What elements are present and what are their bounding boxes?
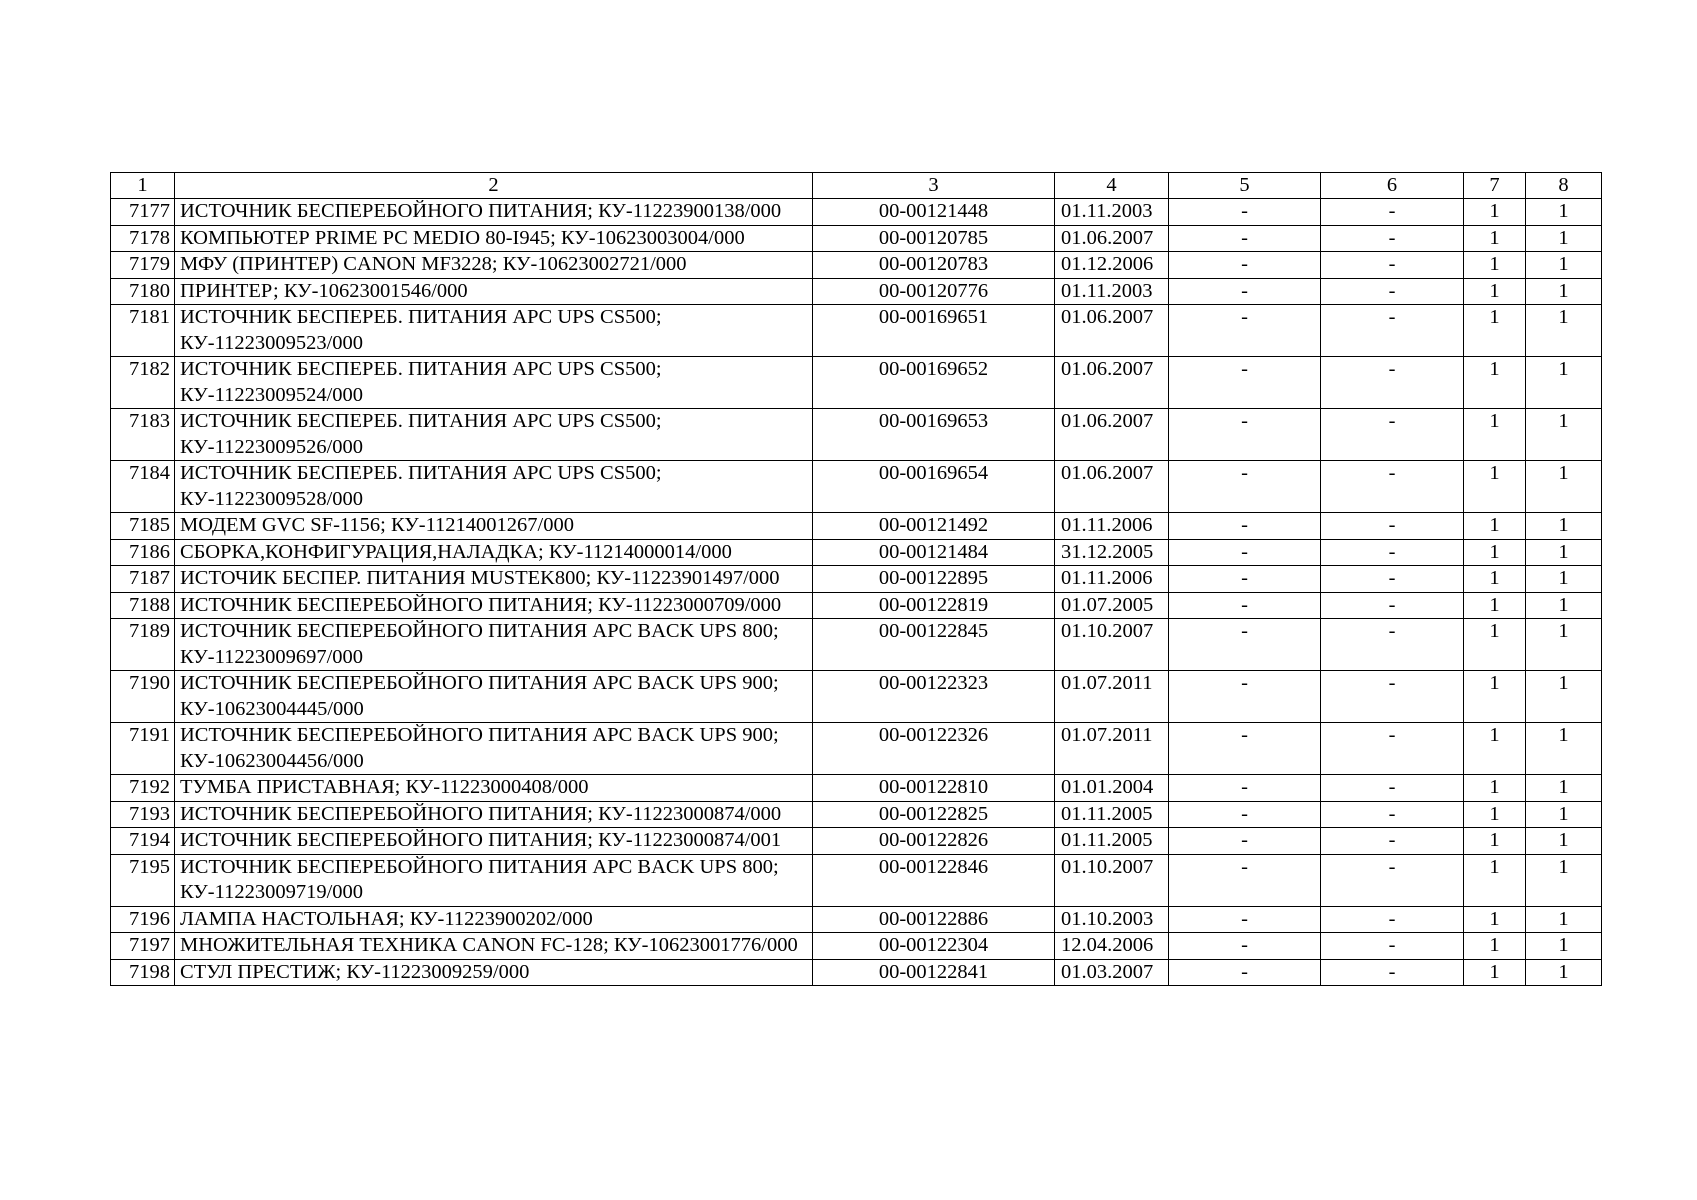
table-body (111, 173, 1602, 986)
item-date: 01.10.2007 (1055, 854, 1169, 906)
item-name: ИСТОЧНИК БЕСПЕРЕБОЙНОГО ПИТАНИЯ APC BACK UPS 800; КУ-11223009719/000 (175, 854, 813, 906)
header-cell: 5 (1169, 173, 1321, 199)
item-name: ИСТОЧНИК БЕСПЕРЕБОЙНОГО ПИТАНИЯ; КУ-11223000874/001 (175, 828, 813, 855)
header-cell: 7 (1464, 173, 1526, 199)
item-name: ИСТОЧНИК БЕСПЕРЕБОЙНОГО ПИТАНИЯ; КУ-11223900138/000 (175, 199, 813, 226)
item-date: 01.11.2003 (1055, 278, 1169, 305)
table-row (111, 199, 1602, 226)
col7-value: 1 (1464, 723, 1526, 775)
item-name: ИСТОЧНИК БЕСПЕРЕБОЙНОГО ПИТАНИЯ APC BACK UPS 800; КУ-11223009697/000 (175, 619, 813, 671)
col7-value: 1 (1464, 906, 1526, 933)
col5-value: - (1169, 933, 1321, 960)
col7-value: 1 (1464, 278, 1526, 305)
table-row (111, 854, 1602, 906)
col7-value: 1 (1464, 592, 1526, 619)
item-name: СТУЛ ПРЕСТИЖ; КУ-11223009259/000 (175, 959, 813, 986)
col8-value: 1 (1526, 906, 1602, 933)
item-name: ИСТОЧНИК БЕСПЕРЕБ. ПИТАНИЯ APC UPS CS500; КУ-11223009528/000 (175, 461, 813, 513)
col5-value: - (1169, 513, 1321, 540)
col7-value: 1 (1464, 513, 1526, 540)
col8-value: 1 (1526, 357, 1602, 409)
row-number: 7183 (111, 409, 175, 461)
item-name: ИСТОЧИК БЕСПЕР. ПИТАНИЯ MUSTEK800; КУ-11223901497/000 (175, 566, 813, 593)
item-code: 00-00122895 (813, 566, 1055, 593)
col5-value: - (1169, 959, 1321, 986)
item-date: 01.10.2003 (1055, 906, 1169, 933)
item-code: 00-00169652 (813, 357, 1055, 409)
col6-value: - (1321, 225, 1464, 252)
header-row (111, 173, 1602, 199)
col8-value: 1 (1526, 225, 1602, 252)
table-row (111, 723, 1602, 775)
item-name: ТУМБА ПРИСТАВНАЯ; КУ-11223000408/000 (175, 775, 813, 802)
table-row (111, 671, 1602, 723)
col6-value: - (1321, 409, 1464, 461)
table-row (111, 357, 1602, 409)
item-date: 01.07.2005 (1055, 592, 1169, 619)
inventory-table (110, 172, 1602, 986)
table-row (111, 566, 1602, 593)
row-number: 7191 (111, 723, 175, 775)
table-row (111, 252, 1602, 279)
row-number: 7180 (111, 278, 175, 305)
item-date: 01.12.2006 (1055, 252, 1169, 279)
table-row (111, 933, 1602, 960)
col8-value: 1 (1526, 775, 1602, 802)
col6-value: - (1321, 933, 1464, 960)
row-number: 7184 (111, 461, 175, 513)
col6-value: - (1321, 513, 1464, 540)
col7-value: 1 (1464, 225, 1526, 252)
col6-value: - (1321, 357, 1464, 409)
col8-value: 1 (1526, 933, 1602, 960)
table-row (111, 959, 1602, 986)
col8-value: 1 (1526, 199, 1602, 226)
table-row (111, 801, 1602, 828)
item-date: 01.11.2003 (1055, 199, 1169, 226)
col6-value: - (1321, 671, 1464, 723)
row-number: 7181 (111, 305, 175, 357)
item-name: МНОЖИТЕЛЬНАЯ ТЕХНИКА CANON FC-128; КУ-10623001776/000 (175, 933, 813, 960)
col5-value: - (1169, 828, 1321, 855)
header-cell: 1 (111, 173, 175, 199)
col6-value: - (1321, 906, 1464, 933)
item-date: 01.11.2006 (1055, 513, 1169, 540)
item-date: 31.12.2005 (1055, 539, 1169, 566)
col5-value: - (1169, 801, 1321, 828)
item-date: 01.10.2007 (1055, 619, 1169, 671)
table-row (111, 906, 1602, 933)
item-date: 01.06.2007 (1055, 305, 1169, 357)
item-name: ИСТОЧНИК БЕСПЕРЕБОЙНОГО ПИТАНИЯ APC BACK UPS 900; КУ-10623004445/000 (175, 671, 813, 723)
item-code: 00-00121484 (813, 539, 1055, 566)
table-row (111, 225, 1602, 252)
col7-value: 1 (1464, 305, 1526, 357)
item-code: 00-00169654 (813, 461, 1055, 513)
col5-value: - (1169, 305, 1321, 357)
col5-value: - (1169, 199, 1321, 226)
col7-value: 1 (1464, 854, 1526, 906)
item-name: СБОРКА,КОНФИГУРАЦИЯ,НАЛАДКА; КУ-11214000014/000 (175, 539, 813, 566)
col6-value: - (1321, 199, 1464, 226)
col6-value: - (1321, 592, 1464, 619)
col7-value: 1 (1464, 409, 1526, 461)
table-row (111, 461, 1602, 513)
item-code: 00-00120783 (813, 252, 1055, 279)
item-date: 01.06.2007 (1055, 357, 1169, 409)
col8-value: 1 (1526, 671, 1602, 723)
col5-value: - (1169, 854, 1321, 906)
item-name: ИСТОЧНИК БЕСПЕРЕБОЙНОГО ПИТАНИЯ; КУ-11223000874/000 (175, 801, 813, 828)
col5-value: - (1169, 278, 1321, 305)
item-name: МФУ (ПРИНТЕР) CANON MF3228; КУ-10623002721/000 (175, 252, 813, 279)
item-code: 00-00169653 (813, 409, 1055, 461)
table-row (111, 828, 1602, 855)
row-number: 7193 (111, 801, 175, 828)
col7-value: 1 (1464, 959, 1526, 986)
item-date: 01.06.2007 (1055, 225, 1169, 252)
col6-value: - (1321, 566, 1464, 593)
item-code: 00-00122845 (813, 619, 1055, 671)
col7-value: 1 (1464, 461, 1526, 513)
item-date: 01.01.2004 (1055, 775, 1169, 802)
item-code: 00-00122826 (813, 828, 1055, 855)
table-row (111, 513, 1602, 540)
item-name: ИСТОЧНИК БЕСПЕРЕБ. ПИТАНИЯ APC UPS CS500; КУ-11223009523/000 (175, 305, 813, 357)
item-code: 00-00122825 (813, 801, 1055, 828)
header-cell: 8 (1526, 173, 1602, 199)
col6-value: - (1321, 619, 1464, 671)
col8-value: 1 (1526, 619, 1602, 671)
table-row (111, 409, 1602, 461)
col8-value: 1 (1526, 278, 1602, 305)
row-number: 7185 (111, 513, 175, 540)
row-number: 7195 (111, 854, 175, 906)
header-cell: 2 (175, 173, 813, 199)
item-name: ЛАМПА НАСТОЛЬНАЯ; КУ-11223900202/000 (175, 906, 813, 933)
col6-value: - (1321, 959, 1464, 986)
col8-value: 1 (1526, 959, 1602, 986)
item-date: 01.11.2005 (1055, 801, 1169, 828)
row-number: 7190 (111, 671, 175, 723)
item-name: ПРИНТЕР; КУ-10623001546/000 (175, 278, 813, 305)
col5-value: - (1169, 906, 1321, 933)
item-code: 00-00169651 (813, 305, 1055, 357)
col7-value: 1 (1464, 671, 1526, 723)
row-number: 7186 (111, 539, 175, 566)
col6-value: - (1321, 801, 1464, 828)
item-name: ИСТОЧНИК БЕСПЕРЕБ. ПИТАНИЯ APC UPS CS500; КУ-11223009526/000 (175, 409, 813, 461)
col5-value: - (1169, 592, 1321, 619)
item-date: 01.03.2007 (1055, 959, 1169, 986)
header-cell: 6 (1321, 173, 1464, 199)
table-row (111, 592, 1602, 619)
item-code: 00-00122810 (813, 775, 1055, 802)
item-code: 00-00122323 (813, 671, 1055, 723)
col6-value: - (1321, 305, 1464, 357)
row-number: 7198 (111, 959, 175, 986)
col5-value: - (1169, 409, 1321, 461)
row-number: 7189 (111, 619, 175, 671)
col6-value: - (1321, 461, 1464, 513)
header-cell: 4 (1055, 173, 1169, 199)
row-number: 7177 (111, 199, 175, 226)
col5-value: - (1169, 539, 1321, 566)
col5-value: - (1169, 619, 1321, 671)
col6-value: - (1321, 723, 1464, 775)
col7-value: 1 (1464, 775, 1526, 802)
row-number: 7178 (111, 225, 175, 252)
item-date: 01.07.2011 (1055, 723, 1169, 775)
col8-value: 1 (1526, 566, 1602, 593)
row-number: 7192 (111, 775, 175, 802)
item-code: 00-00121492 (813, 513, 1055, 540)
col5-value: - (1169, 723, 1321, 775)
item-name: ИСТОЧНИК БЕСПЕРЕБОЙНОГО ПИТАНИЯ APC BACK UPS 900; КУ-10623004456/000 (175, 723, 813, 775)
item-date: 01.06.2007 (1055, 409, 1169, 461)
row-number: 7182 (111, 357, 175, 409)
item-code: 00-00122886 (813, 906, 1055, 933)
col7-value: 1 (1464, 619, 1526, 671)
table-row (111, 619, 1602, 671)
item-code: 00-00122846 (813, 854, 1055, 906)
col8-value: 1 (1526, 592, 1602, 619)
col8-value: 1 (1526, 723, 1602, 775)
col7-value: 1 (1464, 801, 1526, 828)
col8-value: 1 (1526, 252, 1602, 279)
col8-value: 1 (1526, 854, 1602, 906)
col7-value: 1 (1464, 933, 1526, 960)
header-cell: 3 (813, 173, 1055, 199)
table-row (111, 305, 1602, 357)
col5-value: - (1169, 252, 1321, 279)
col7-value: 1 (1464, 357, 1526, 409)
item-name: МОДЕМ GVC SF-1156; КУ-11214001267/000 (175, 513, 813, 540)
item-code: 00-00121448 (813, 199, 1055, 226)
table-row (111, 278, 1602, 305)
item-code: 00-00122326 (813, 723, 1055, 775)
item-code: 00-00120785 (813, 225, 1055, 252)
item-date: 01.11.2005 (1055, 828, 1169, 855)
item-code: 00-00122841 (813, 959, 1055, 986)
item-date: 01.11.2006 (1055, 566, 1169, 593)
col5-value: - (1169, 671, 1321, 723)
col5-value: - (1169, 225, 1321, 252)
item-date: 01.06.2007 (1055, 461, 1169, 513)
col8-value: 1 (1526, 539, 1602, 566)
col5-value: - (1169, 357, 1321, 409)
table-row (111, 775, 1602, 802)
col6-value: - (1321, 278, 1464, 305)
item-name: ИСТОЧНИК БЕСПЕРЕБ. ПИТАНИЯ APC UPS CS500; КУ-11223009524/000 (175, 357, 813, 409)
col6-value: - (1321, 539, 1464, 566)
item-date: 01.07.2011 (1055, 671, 1169, 723)
col8-value: 1 (1526, 305, 1602, 357)
col6-value: - (1321, 252, 1464, 279)
row-number: 7196 (111, 906, 175, 933)
item-name: ИСТОЧНИК БЕСПЕРЕБОЙНОГО ПИТАНИЯ; КУ-11223000709/000 (175, 592, 813, 619)
table-row (111, 539, 1602, 566)
row-number: 7197 (111, 933, 175, 960)
col7-value: 1 (1464, 252, 1526, 279)
col7-value: 1 (1464, 566, 1526, 593)
col8-value: 1 (1526, 461, 1602, 513)
col7-value: 1 (1464, 539, 1526, 566)
item-code: 00-00122304 (813, 933, 1055, 960)
row-number: 7194 (111, 828, 175, 855)
row-number: 7179 (111, 252, 175, 279)
row-number: 7188 (111, 592, 175, 619)
item-code: 00-00120776 (813, 278, 1055, 305)
col8-value: 1 (1526, 801, 1602, 828)
col5-value: - (1169, 775, 1321, 802)
item-code: 00-00122819 (813, 592, 1055, 619)
col8-value: 1 (1526, 409, 1602, 461)
col8-value: 1 (1526, 828, 1602, 855)
col8-value: 1 (1526, 513, 1602, 540)
row-number: 7187 (111, 566, 175, 593)
col7-value: 1 (1464, 199, 1526, 226)
col6-value: - (1321, 775, 1464, 802)
item-name: КОМПЬЮТЕР PRIME PC MEDIO 80-I945; КУ-10623003004/000 (175, 225, 813, 252)
col6-value: - (1321, 854, 1464, 906)
col6-value: - (1321, 828, 1464, 855)
col5-value: - (1169, 461, 1321, 513)
item-date: 12.04.2006 (1055, 933, 1169, 960)
col5-value: - (1169, 566, 1321, 593)
col7-value: 1 (1464, 828, 1526, 855)
